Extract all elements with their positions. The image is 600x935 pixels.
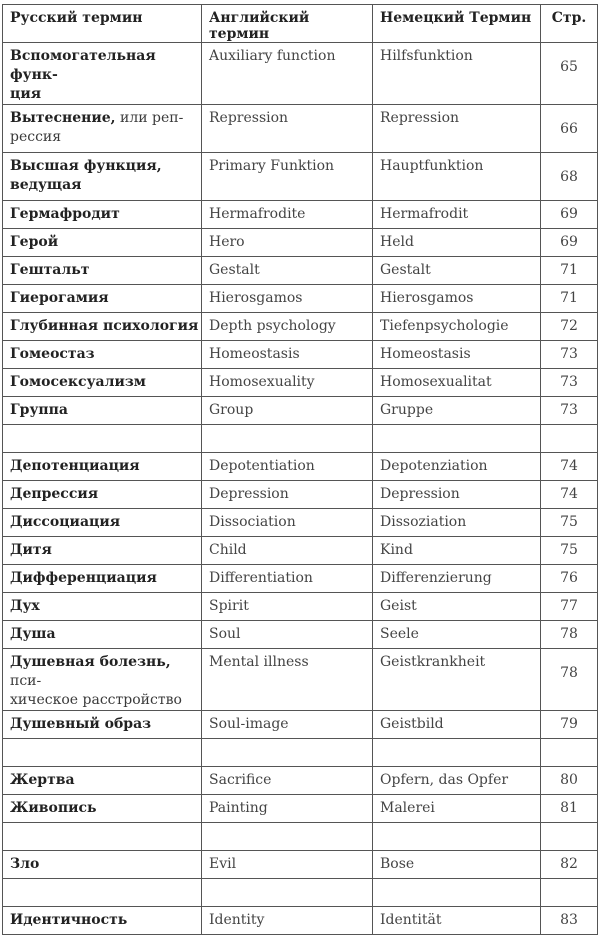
table-row [3, 453, 598, 481]
page-number-cell: 71 [541, 257, 598, 285]
table-row [3, 593, 598, 621]
header-german-term: Немецкий Термин [373, 5, 541, 43]
german-term-cell: Kind [373, 537, 541, 565]
english-term-cell: Depth psychology [202, 313, 373, 341]
russian-term: Дифференциация [10, 570, 157, 586]
english-term-cell: Soul [202, 621, 373, 649]
russian-term-cell [3, 593, 202, 621]
german-term-cell: Malerei [373, 795, 541, 823]
english-term-cell: Hero [202, 229, 373, 257]
empty-cell [541, 739, 598, 767]
russian-term: Гештальт [10, 262, 90, 278]
russian-term-cell [3, 43, 202, 105]
table-row [3, 851, 598, 879]
english-term-cell: Homeostasis [202, 341, 373, 369]
russian-term-cell [3, 341, 202, 369]
empty-cell [541, 425, 598, 453]
empty-cell [373, 739, 541, 767]
english-term-cell: Homosexuality [202, 369, 373, 397]
russian-term-note-continued: рессия [10, 129, 62, 145]
russian-term-note-continued: хическое расстройство [10, 692, 182, 708]
table-row [3, 201, 598, 229]
page-number-cell: 71 [541, 285, 598, 313]
english-term-cell: Group [202, 397, 373, 425]
english-term-cell: Sacrifice [202, 767, 373, 795]
empty-cell [3, 823, 202, 851]
page-number-cell: 75 [541, 537, 598, 565]
russian-term: Глубинная психология [10, 318, 199, 334]
russian-term: Депотенциация [10, 458, 140, 474]
english-term-cell: Dissociation [202, 509, 373, 537]
russian-term: Душевный образ [10, 716, 152, 732]
empty-cell [202, 823, 373, 851]
russian-term: Идентичность [10, 912, 128, 928]
table-row [3, 43, 598, 105]
russian-term-cell [3, 509, 202, 537]
german-term-cell: Hierosgamos [373, 285, 541, 313]
russian-term: Герой [10, 234, 59, 250]
page-number-cell: 75 [541, 509, 598, 537]
table-row [3, 285, 598, 313]
english-term-cell: Hermafrodite [202, 201, 373, 229]
page-number-cell: 74 [541, 453, 598, 481]
page-number-cell: 69 [541, 201, 598, 229]
russian-term: Гермафродит [10, 206, 120, 222]
english-term-cell: Depotentiation [202, 453, 373, 481]
table-row [3, 369, 598, 397]
russian-term: Зло [10, 856, 40, 872]
english-term-cell: Identity [202, 907, 373, 935]
table-row [3, 537, 598, 565]
russian-term-note: или реп- [115, 110, 184, 126]
russian-term-cell [3, 201, 202, 229]
table-row [3, 565, 598, 593]
empty-cell [202, 425, 373, 453]
empty-cell [3, 425, 202, 453]
table-row [3, 105, 598, 153]
german-term-cell: Seele [373, 621, 541, 649]
english-term-cell: Spirit [202, 593, 373, 621]
russian-term-cell [3, 153, 202, 201]
russian-term-cell [3, 453, 202, 481]
russian-term: Душа [10, 626, 56, 642]
header-row [3, 5, 598, 43]
russian-term: Жертва [10, 772, 75, 788]
russian-term-cell [3, 851, 202, 879]
german-term-cell: Tiefenpsychologie [373, 313, 541, 341]
russian-term: Душевная болезнь, [10, 654, 171, 670]
page-number-cell: 83 [541, 907, 598, 935]
table-row [3, 907, 598, 935]
english-term-cell: Soul-image [202, 711, 373, 739]
russian-term-cell [3, 229, 202, 257]
table-row [3, 341, 598, 369]
page-number-cell: 78 [541, 649, 598, 711]
russian-term-cell [3, 285, 202, 313]
german-term-cell: Geistbild [373, 711, 541, 739]
german-term-cell: Depression [373, 481, 541, 509]
german-term-cell: Repression [373, 105, 541, 153]
table-row [3, 313, 598, 341]
empty-cell [373, 425, 541, 453]
empty-cell [373, 823, 541, 851]
english-term-cell: Painting [202, 795, 373, 823]
russian-term: Вспомогательная функ- [10, 48, 156, 83]
german-term-cell: Geist [373, 593, 541, 621]
german-term-cell: Geistkrankheit [373, 649, 541, 711]
page-number-cell: 69 [541, 229, 598, 257]
table-row [3, 229, 598, 257]
russian-term-cell [3, 369, 202, 397]
russian-term: Живопись [10, 800, 97, 816]
spacer-row [3, 823, 598, 851]
english-term-cell: Repression [202, 105, 373, 153]
english-term-cell: Auxiliary function [202, 43, 373, 105]
page-number-cell: 73 [541, 369, 598, 397]
german-term-cell: Hilfsfunktion [373, 43, 541, 105]
header-english-term: Английский термин [202, 5, 373, 43]
english-term-cell: Gestalt [202, 257, 373, 285]
german-term-cell: Hermafrodit [373, 201, 541, 229]
russian-term-cell [3, 907, 202, 935]
empty-cell [3, 739, 202, 767]
russian-term-note: пси- [10, 673, 42, 689]
spacer-row [3, 739, 598, 767]
russian-term-cell [3, 257, 202, 285]
german-term-cell: Gestalt [373, 257, 541, 285]
glossary-table [2, 4, 598, 935]
russian-term-cell [3, 767, 202, 795]
russian-term-cell [3, 481, 202, 509]
russian-term-cell [3, 565, 202, 593]
russian-term: Дух [10, 598, 40, 614]
page-number-cell: 65 [541, 43, 598, 105]
russian-term: Высшая функция, [10, 158, 162, 174]
page-number-cell: 73 [541, 341, 598, 369]
english-term-cell: Evil [202, 851, 373, 879]
english-term-cell: Primary Funktion [202, 153, 373, 201]
page-number-cell: 76 [541, 565, 598, 593]
german-term-cell: Differenzierung [373, 565, 541, 593]
table-row [3, 795, 598, 823]
header-page: Стр. [541, 5, 598, 43]
table-row [3, 509, 598, 537]
table-row [3, 649, 598, 711]
russian-term-continued: ция [10, 86, 42, 102]
russian-term-cell [3, 397, 202, 425]
russian-term: Гиерогамия [10, 290, 109, 306]
page-number-cell: 73 [541, 397, 598, 425]
page-number-cell: 78 [541, 621, 598, 649]
german-term-cell: Identität [373, 907, 541, 935]
russian-term-cell [3, 537, 202, 565]
russian-term: Группа [10, 402, 68, 418]
russian-term: Гомосексуализм [10, 374, 146, 390]
russian-term-continued: ведущая [10, 177, 82, 193]
page-number-cell: 79 [541, 711, 598, 739]
table-row [3, 153, 598, 201]
glossary-body [3, 43, 598, 935]
page-number-cell: 77 [541, 593, 598, 621]
german-term-cell: Homosexualitat [373, 369, 541, 397]
table-row [3, 257, 598, 285]
page-number-cell: 81 [541, 795, 598, 823]
russian-term-cell [3, 711, 202, 739]
german-term-cell: Opfern, das Opfer [373, 767, 541, 795]
russian-term-cell [3, 621, 202, 649]
page-number-cell: 74 [541, 481, 598, 509]
russian-term-cell [3, 649, 202, 711]
german-term-cell: Depotenziation [373, 453, 541, 481]
russian-term: Дитя [10, 542, 52, 558]
german-term-cell: Bose [373, 851, 541, 879]
russian-term: Вытеснение, [10, 110, 116, 126]
german-term-cell: Hauptfunktion [373, 153, 541, 201]
russian-term: Гомеостаз [10, 346, 95, 362]
english-term-cell: Depression [202, 481, 373, 509]
english-term-cell: Child [202, 537, 373, 565]
empty-cell [202, 739, 373, 767]
page-number-cell: 68 [541, 153, 598, 201]
spacer-row [3, 879, 598, 907]
german-term-cell: Gruppe [373, 397, 541, 425]
header-russian-term: Русский термин [3, 5, 202, 43]
german-term-cell: Held [373, 229, 541, 257]
german-term-cell: Homeostasis [373, 341, 541, 369]
empty-cell [3, 879, 202, 907]
table-row [3, 621, 598, 649]
empty-cell [373, 879, 541, 907]
english-term-cell: Differentiation [202, 565, 373, 593]
russian-term: Диссоциация [10, 514, 121, 530]
table-row [3, 397, 598, 425]
page-number-cell: 72 [541, 313, 598, 341]
empty-cell [541, 879, 598, 907]
page-number-cell: 80 [541, 767, 598, 795]
table-row [3, 711, 598, 739]
english-term-cell: Hierosgamos [202, 285, 373, 313]
table-row [3, 481, 598, 509]
russian-term-cell [3, 795, 202, 823]
spacer-row [3, 425, 598, 453]
russian-term: Депрессия [10, 486, 99, 502]
russian-term-cell [3, 313, 202, 341]
empty-cell [202, 879, 373, 907]
page-number-cell: 82 [541, 851, 598, 879]
german-term-cell: Dissoziation [373, 509, 541, 537]
page-number-cell: 66 [541, 105, 598, 153]
english-term-cell: Mental illness [202, 649, 373, 711]
table-row [3, 767, 598, 795]
russian-term-cell [3, 105, 202, 153]
empty-cell [541, 823, 598, 851]
